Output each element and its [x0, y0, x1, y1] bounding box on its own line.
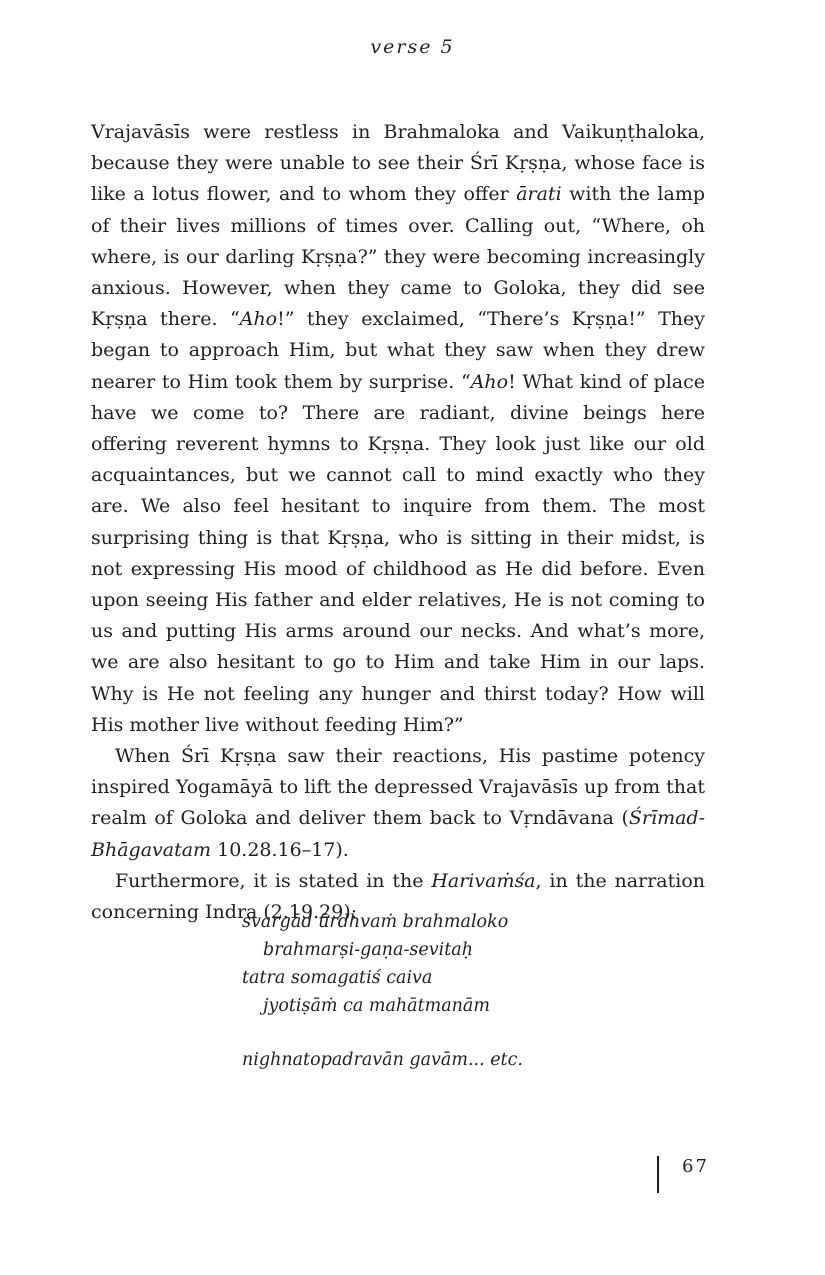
verse-block: [242, 908, 523, 1074]
verse-line-3: tatra somagatiś caiva: [242, 968, 433, 988]
text-run: with the lamp of their lives millions of times over. Calling out, “Where, oh where, is our darling Kṛṣṇa?” they were becoming increasingly anxious. However, when they came to Goloka, they did see Kṛṣṇa there. “: [91, 183, 705, 331]
verse-line-2: brahmarṣi-gaṇa-sevitaḥ: [263, 940, 473, 960]
italic-term: ārati: [516, 183, 562, 206]
italic-term: Śrīmad-Bhāgavatam: [91, 807, 705, 861]
paragraph-1: [91, 117, 705, 741]
text-run: 10.28.16–17).: [211, 838, 349, 861]
body-text: [91, 117, 705, 928]
text-run: Vrajavāsīs were restless in Brahmaloka and Vaikuṇṭhaloka, because they were unable to see their Śrī Kṛṣṇa, whose face is like a lotus flower, and to whom they offer: [91, 121, 705, 206]
italic-term: Aho: [239, 308, 278, 331]
page-number: 67: [682, 1156, 709, 1177]
italic-term: Aho: [470, 370, 509, 393]
italic-term: Harivaṁśa: [431, 869, 536, 892]
text-run: , in the narration concerning Indra (2.19.29):: [91, 869, 705, 924]
running-head: verse 5: [370, 36, 455, 58]
text-run: Furthermore, it is stated in the: [115, 869, 432, 892]
paragraph-2: [91, 741, 705, 866]
verse-line-5: nighnatopadravān gavām... etc.: [242, 1050, 523, 1070]
folio-rule: [657, 1156, 659, 1193]
verse-line-4: jyotiṣāṁ ca mahātmanām: [263, 996, 490, 1016]
text-run: ! What kind of place have we come to? There are radiant, divine beings here offering reverent hymns to Kṛṣṇa. They look just like our old acquaintances, but we cannot call to mind exactly who they are. We also feel hesitant to inquire from them. The most surprising thing is that Kṛṣṇa, who is sitting in their midst, is not expressing His mood of childhood as He did before. Even upon seeing His father and elder relatives, He is not coming to us and putting His arms around our necks. And what’s more, we are also hesitant to go to Him and take Him in our laps. Why is He not feeling any hunger and thirst today? How will His mother live without feeding Him?”: [91, 370, 705, 736]
text-run: !” they exclaimed, “There’s Kṛṣṇa!” They began to approach Him, but what they saw when they drew nearer to Him took them by surprise. “: [91, 308, 705, 393]
text-run: When Śrī Kṛṣṇa saw their reactions, His pastime potency inspired Yogamāyā to lift the depressed Vrajavāsīs up from that realm of Goloka and deliver them back to Vṛndāvana (: [91, 745, 705, 830]
verse-line-1: svargād ūrdhvaṁ brahmaloko: [242, 912, 509, 932]
